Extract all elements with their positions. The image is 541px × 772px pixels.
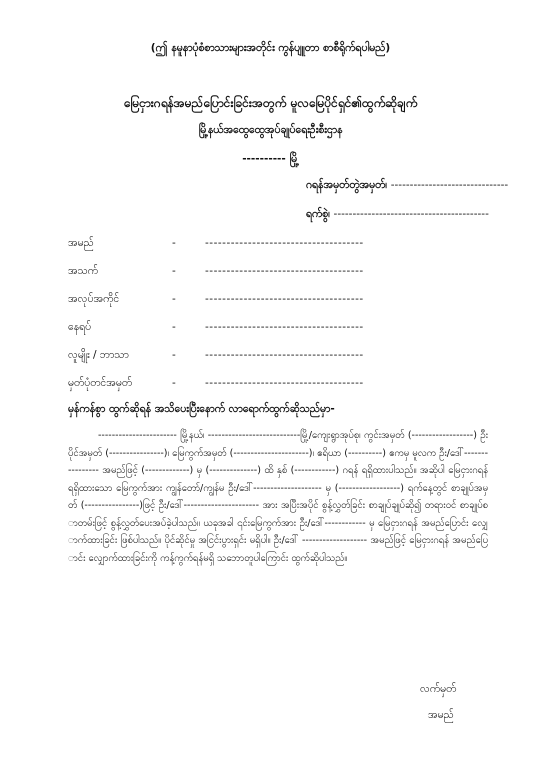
field-age-line: ------------------------------------- bbox=[205, 265, 364, 277]
signatory-name-label: အမည် bbox=[428, 709, 454, 721]
date-line: ----------------------------------------- bbox=[333, 208, 489, 220]
field-address-dash: - bbox=[172, 321, 176, 333]
field-ethnicity-religion-line: ------------------------------------- bbox=[205, 349, 364, 361]
field-address-line: ------------------------------------- bbox=[205, 321, 364, 333]
registration-number-line: ------------------------------- bbox=[390, 179, 509, 191]
department-subtitle: မြို့နယ်အထွေထွေအုပ်ချုပ်ရေးဦးစီးဌာန bbox=[198, 124, 343, 136]
date-row bbox=[306, 208, 489, 223]
field-occupation-line: ------------------------------------- bbox=[205, 293, 364, 305]
field-name-dash: - bbox=[172, 237, 176, 249]
date-label: ရက်စွဲ၊ bbox=[306, 208, 330, 220]
field-name-line: ------------------------------------- bbox=[205, 237, 364, 249]
field-name-label: အမည် bbox=[68, 237, 94, 249]
field-id-number-label: မှတ်ပုံတင်အမှတ် bbox=[68, 377, 133, 389]
statement-body: ----------------------- မြို့နယ်၊ ---------------------------မြို့/ကျေးရွာအုပ်စု၊ ကွင်းအမှတ် (------------------) ဦးပိုင်အမှတ် (----------------)၊ မြေကွက်အမှတ် (----------------------)၊ ဧရိယာ (----------) ဧကမှ မူလက ဦး/ဒေါ်---------------- အမည်ဖြင့် (-------------) မှ (--------------) ထိ နှစ် (------------) ဂရန် ရရှိထားပါသည်။ အဆိုပါ မြေငှားဂရန် ရရှိထားသော မြေကွက်အား ကျွန်တော်/ကျွန်မ ဦး/ဒေါ်-------------------- မှ (------------------) ရက်နေ့တွင် စာချုပ်အမှတ် (----------------)ဖြင့် ဦး/ဒေါ်---------------------- အား အပြီးအပိုင် စွန့်လွှတ်ခြင်း စာချုပ်ချုပ်ဆို၍ တရားဝင် စာချုပ်စာတမ်းဖြင့် စွန့်လွှတ်ပေးအပ်ခဲ့ပါသည်။ ယခုအခါ ၎င်းမြေကွက်အား ဦး/ဒေါ်------------ မှ မြေငှားဂရန် အမည်ပြောင်း လျှောက်ထားခြင်း ဖြစ်ပါသည်။ ပိုင်ဆိုင်မှု အငြင်းပွားရှင်း မရှိပါ။ ဦး/ဒေါ် ------------------- အမည်ဖြင့် မြေငှားဂရန် အမည်ပြောင်း လျှောက်ထားခြင်းကို ကန့်ကွက်ရန်မရှိ သဘောတူပါကြောင်း ထွက်ဆိုပါသည်။ bbox=[68, 430, 488, 564]
field-occupation-dash: - bbox=[172, 293, 176, 305]
registration-number-label: ဂရန်အမှတ်တွဲအမှတ်၊ bbox=[306, 179, 388, 191]
field-address-label: နေရပ် bbox=[68, 321, 92, 333]
field-id-number-dash: - bbox=[172, 377, 176, 389]
signature-label: လက်မှတ် bbox=[420, 683, 457, 695]
document-title: မြေငှားဂရန်အမည်ပြောင်းခြင်းအတွက် မူလမြေပိုင်ရှင်၏ထွက်ဆိုချက် bbox=[123, 96, 418, 110]
field-age-label: အသက် bbox=[68, 265, 99, 277]
city-line: ---------- မြို့ bbox=[242, 153, 299, 165]
header-note: (ဤ နမူနာပုံစံစာသားများအတိုင်း ကွန်ပျူတာ စာစီရိုက်ရပါမည်) bbox=[150, 42, 391, 54]
registration-number-row bbox=[306, 179, 508, 194]
field-ethnicity-religion-dash: - bbox=[172, 349, 176, 361]
field-ethnicity-religion-label: လူမျိုး / ဘာသာ bbox=[68, 349, 129, 361]
field-age-dash: - bbox=[172, 265, 176, 277]
field-occupation-label: အလုပ်အကိုင် bbox=[68, 293, 120, 305]
statement-heading: မှန်ကန်စွာ ထွက်ဆိုရန် အသိပေးပြီးနောက် လာရောက်ထွက်ဆိုသည်မှာ- bbox=[68, 403, 335, 415]
field-id-number-line: ------------------------------------- bbox=[205, 377, 364, 389]
